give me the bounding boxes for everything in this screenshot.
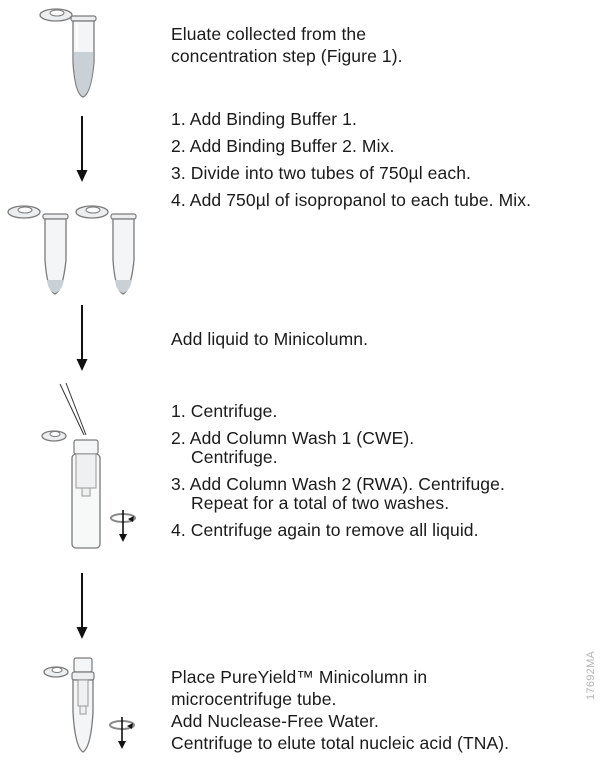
binding-step-4: 4. Add 750µl of isopropanol to each tube. Mix. — [171, 190, 532, 210]
step-start-text — [171, 23, 403, 67]
text-line: Centrifuge to elute total nucleic acid (TNA). — [171, 733, 510, 753]
down-arrow-icon — [76, 116, 88, 182]
down-arrow-icon — [76, 305, 88, 371]
binding-step-1: 1. Add Binding Buffer 1. — [171, 109, 357, 129]
text-line: Place PureYield™ Minicolumn in — [171, 667, 428, 687]
binding-step-2: 2. Add Binding Buffer 2. Mix. — [171, 136, 395, 156]
wash-step-4: 4. Centrifuge again to remove all liquid. — [171, 520, 479, 540]
text-line: concentration step (Figure 1). — [171, 46, 403, 66]
wash-step-1: 1. Centrifuge. — [171, 401, 278, 421]
elute-steps-text — [171, 666, 509, 754]
centrifuge-rotation-icon — [109, 508, 137, 544]
wash-steps-list — [171, 400, 505, 546]
two-microcentrifuge-tubes-icon — [6, 198, 146, 298]
text-line: microcentrifuge tube. — [171, 689, 337, 709]
text-line: Add liquid to Minicolumn. — [171, 329, 369, 349]
down-arrow-icon — [76, 573, 88, 639]
text-line: Eluate collected from the — [171, 24, 367, 44]
wash-step-2: 2. Add Column Wash 1 (CWE). Centrifuge. — [171, 428, 415, 467]
microcentrifuge-tube-with-eluate-icon — [38, 2, 108, 102]
minicolumn-in-tube-icon — [42, 652, 112, 757]
centrifuge-rotation-icon — [108, 715, 136, 751]
text-line: Add Nuclease-Free Water. — [171, 711, 379, 731]
binding-steps-list — [171, 108, 531, 216]
binding-step-3: 3. Divide into two tubes of 750µl each. — [171, 163, 471, 183]
catalog-number: 17692MA — [585, 650, 597, 700]
load-minicolumn-text — [171, 328, 368, 350]
wash-step-3: 3. Add Column Wash 2 (RWA). Centrifuge. Repeat for a total of two washes. — [171, 474, 505, 513]
